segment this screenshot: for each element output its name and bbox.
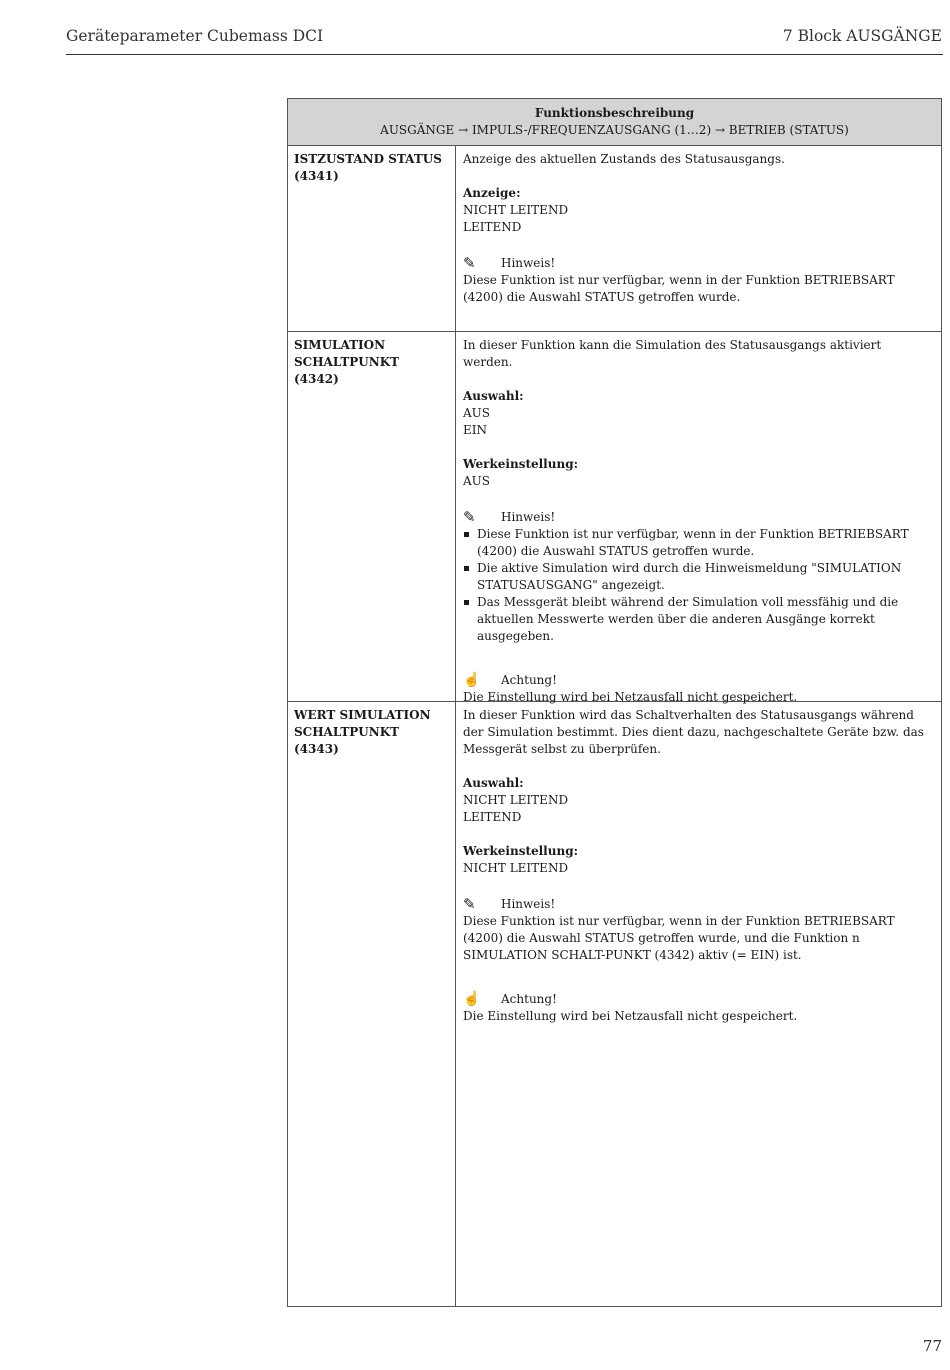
warning-label: Achtung! (501, 992, 557, 1006)
option-item: AUS (463, 406, 490, 420)
note-text: Diese Funktion ist nur verfügbar, wenn in der Funktion BETRIEBSART (4200) die Auswahl STATUS getroffen wurde, und die Funktion n SIMULATION SCHALT-PUNKT (4342) aktiv (= EIN) ist. (463, 914, 895, 962)
description-intro: In dieser Funktion wird das Schaltverhalten des Statusausgangs während der Simulation bestimmt. Dies dient dazu, nachgeschaltete Geräte bzw. das Messgerät selbst zu überprüfen. (463, 708, 924, 756)
pencil-icon: ✎ (463, 508, 476, 526)
hand-icon: ☝ (463, 672, 481, 688)
function-name-line: SIMULATION (294, 338, 386, 352)
hand-icon: ☝ (463, 991, 481, 1007)
table-header (288, 99, 941, 146)
options-label: Anzeige: (463, 186, 521, 200)
warning-label: Achtung! (501, 673, 557, 687)
table-row (288, 332, 941, 702)
function-description (456, 146, 941, 331)
note-bullet-list (463, 526, 934, 645)
option-item: NICHT LEITEND (463, 793, 569, 807)
note-label: Hinweis! (501, 510, 556, 524)
function-name-line: WERT SIMULATION (294, 708, 431, 722)
option-item: NICHT LEITEND (463, 203, 569, 217)
header-divider (66, 54, 943, 55)
function-description (456, 702, 941, 1306)
default-value: NICHT LEITEND (463, 861, 569, 875)
function-code: (4342) (294, 372, 339, 386)
warning-text: Die Einstellung wird bei Netzausfall nicht gespeichert. (463, 690, 798, 704)
default-label: Werkeinstellung: (463, 457, 579, 471)
table-row (288, 146, 941, 332)
default-label: Werkeinstellung: (463, 844, 579, 858)
pencil-icon: ✎ (463, 254, 476, 272)
option-item: LEITEND (463, 810, 522, 824)
option-item: EIN (463, 423, 487, 437)
note-label: Hinweis! (501, 256, 556, 270)
function-table (287, 98, 942, 1307)
running-header-section: 7 Block AUSGÄNGE (782, 27, 942, 45)
note-bullet: Diese Funktion ist nur verfügbar, wenn in der Funktion BETRIEBSART (4200) die Auswahl STATUS getroffen wurde. (463, 526, 934, 560)
warning-text: Die Einstellung wird bei Netzausfall nicht gespeichert. (463, 1009, 798, 1023)
description-intro: In dieser Funktion kann die Simulation des Statusausgangs aktiviert werden. (463, 338, 882, 369)
table-row (288, 702, 941, 1306)
function-name-line: ISTZUSTAND STATUS (294, 152, 442, 166)
pencil-icon: ✎ (463, 895, 476, 913)
note-bullet: Die aktive Simulation wird durch die Hinweismeldung "SIMULATION STATUSAUSGANG" angezeigt. (463, 560, 934, 594)
table-header-title: Funktionsbeschreibung (534, 106, 695, 120)
page-number: 77 (922, 1337, 942, 1355)
running-header-title: Geräteparameter Cubemass DCI (66, 27, 324, 45)
function-name (288, 146, 456, 331)
note-bullet: Das Messgerät bleibt während der Simulation voll messfähig und die aktuellen Messwerte werden über die anderen Ausgänge korrekt ausgegeben. (463, 594, 934, 645)
table-header-path: AUSGÄNGE → IMPULS-/FREQUENZAUSGANG (1…2) → BETRIEB (STATUS) (380, 123, 849, 137)
function-name (288, 702, 456, 1306)
options-label: Auswahl: (463, 776, 524, 790)
default-value: AUS (463, 474, 490, 488)
function-code: (4343) (294, 742, 339, 756)
note-text: Diese Funktion ist nur verfügbar, wenn in der Funktion BETRIEBSART (4200) die Auswahl STATUS getroffen wurde. (463, 273, 895, 304)
function-description (456, 332, 941, 704)
function-name-line: SCHALTPUNKT (294, 725, 400, 739)
description-intro: Anzeige des aktuellen Zustands des Statusausgangs. (463, 152, 785, 166)
function-code: (4341) (294, 169, 339, 183)
options-label: Auswahl: (463, 389, 524, 403)
option-item: LEITEND (463, 220, 522, 234)
function-name-line: SCHALTPUNKT (294, 355, 400, 369)
function-name (288, 332, 456, 701)
note-label: Hinweis! (501, 897, 556, 911)
